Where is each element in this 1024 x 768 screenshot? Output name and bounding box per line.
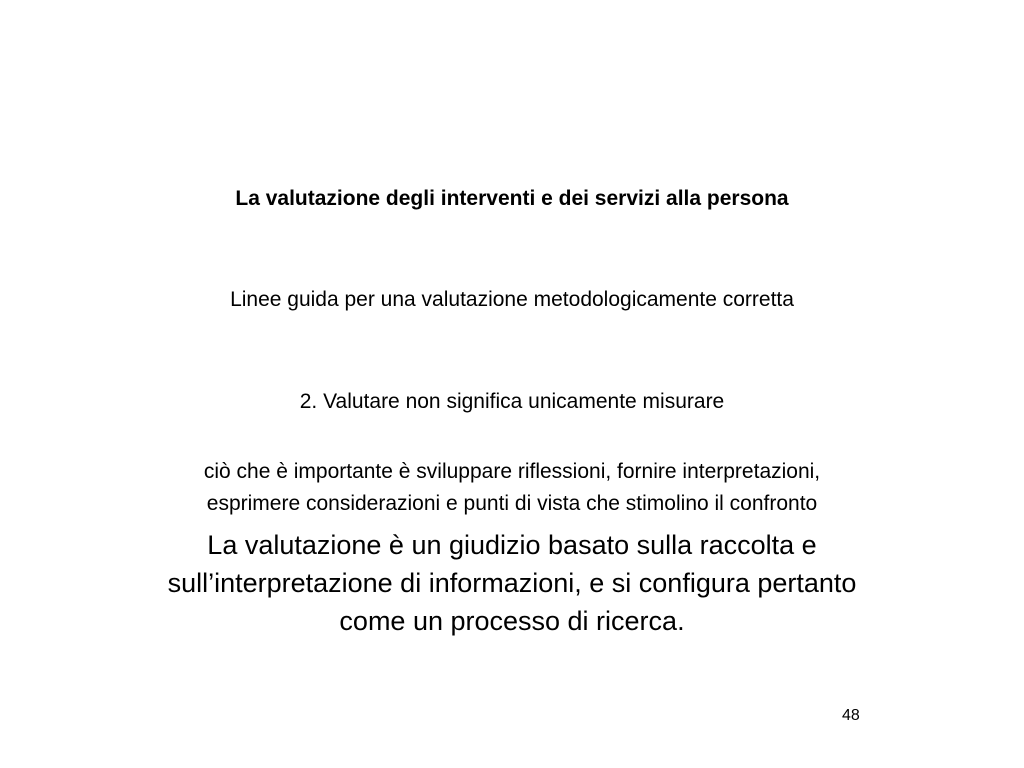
- body-paragraph: [0, 456, 1024, 520]
- emphasis-line: La valutazione è un giudizio basato sulla raccolta e: [207, 530, 817, 560]
- section-point: 2. Valutare non significa unicamente misurare: [299, 390, 725, 413]
- emphasis-line: come un processo di ricerca.: [339, 606, 685, 636]
- body-line: esprimere considerazioni e punti di vista che stimolino il confronto: [206, 492, 818, 515]
- emphasis-paragraph: [0, 526, 1024, 640]
- slide-title: La valutazione degli interventi e dei servizi alla persona: [235, 187, 789, 210]
- page-number: 48: [842, 707, 860, 724]
- body-line: ciò che è importante è sviluppare riflessioni, fornire interpretazioni,: [203, 460, 821, 483]
- emphasis-line: sull’interpretazione di informazioni, e si configura pertanto: [167, 568, 857, 598]
- slide-subtitle: Linee guida per una valutazione metodologicamente corretta: [230, 288, 794, 311]
